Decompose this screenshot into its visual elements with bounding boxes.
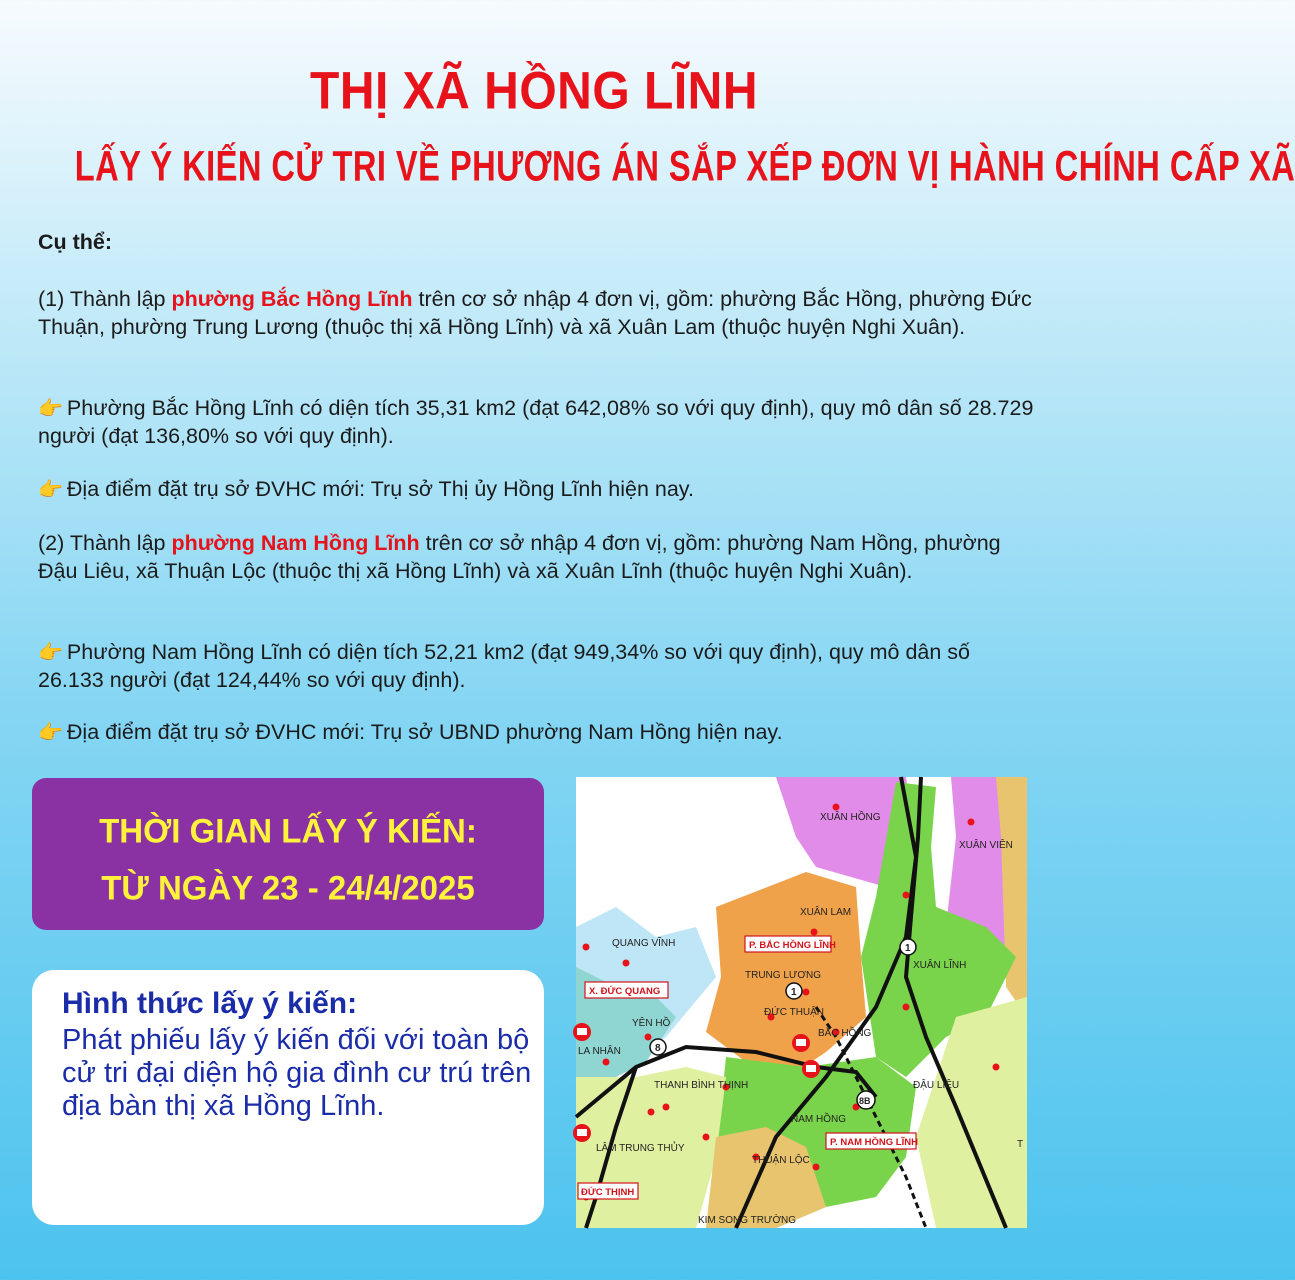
map-label-xuan-vien: XUÂN VIÊN: [959, 840, 1013, 851]
paragraph-2-prefix: (2) Thành lập: [38, 531, 172, 555]
map-label-duc-thinh: ĐỨC THỊNH: [581, 1187, 635, 1198]
map-svg: [576, 777, 1027, 1228]
page-title: THỊ XÃ HỒNG LĨNH: [310, 62, 758, 121]
hand-pointing-icon: 👉: [38, 640, 63, 664]
map-label-bac-hong: BẮC HỒNG: [818, 1028, 872, 1039]
paragraph-1-hq: [38, 475, 1038, 503]
road-marker-8b-label: 8B: [859, 1096, 871, 1106]
map-label-la-nhan: LA NHÂN: [578, 1046, 621, 1057]
map-label-xuan-linh: XUÂN LĨNH: [913, 960, 967, 971]
form-box-body: Phát phiếu lấy ý kiến đối với toàn bộ cử tri đại diện hộ gia đình cư trú trên địa bàn thị xã Hồng Lĩnh.: [62, 1024, 532, 1122]
map-label-thuan-loc: THUẬN LỘC: [752, 1155, 810, 1166]
map-label-trung-luong: TRUNG LƯƠNG: [745, 970, 822, 981]
paragraph-1-area: [38, 394, 1038, 450]
paragraph-2-hq-text: Địa điểm đặt trụ sở ĐVHC mới: Trụ sở UBND phường Nam Hồng hiện nay.: [66, 720, 783, 744]
form-box: [32, 970, 544, 1225]
map-label-yen-ho: YÊN HỒ: [632, 1018, 671, 1029]
map-label-box-duc-thinh: [578, 1183, 638, 1199]
map-label-quang-vinh: QUANG VĨNH: [612, 938, 676, 949]
lead-text: Cụ thể:: [38, 230, 113, 254]
form-box-heading: Hình thức lấy ý kiến:: [62, 987, 358, 1020]
paragraph-2-highlight: phường Nam Hồng Lĩnh: [171, 531, 420, 555]
map-label-dau-lieu: ĐẬU LIÊU: [913, 1080, 960, 1091]
paragraph-1-prefix: (1) Thành lập: [38, 287, 172, 311]
hand-pointing-icon: 👉: [38, 477, 63, 501]
paragraph-1-rest: trên cơ sở nhập 4 đơn vị, gồm: phường Bắc Hồng, phường Đức Thuận, phường Trung Lương (thuộc thị xã Hồng Lĩnh) và xã Xuân Lam (thuộc huyện Nghi Xuân).: [38, 287, 1032, 339]
map-label-xuan-lam: XUÂN LAM: [800, 907, 852, 918]
map-label-kim-song-truong: KIM SONG TRƯỜNG: [698, 1215, 797, 1226]
map-label-thanh-binh-thinh: THANH BÌNH THỊNH: [654, 1080, 749, 1091]
hand-pointing-icon: 👉: [38, 396, 63, 420]
time-box-line-1: THỜI GIAN LẤY Ý KIẾN:: [99, 811, 477, 850]
map-label-lam-trung-thuy: LÂM TRUNG THỦY: [596, 1143, 685, 1154]
map-label-nam-hong: NAM HỒNG: [791, 1114, 846, 1125]
time-box-line-2: TỪ NGÀY 23 - 24/4/2025: [101, 868, 475, 907]
paragraph-2-rest: trên cơ sở nhập 4 đơn vị, gồm: phường Nam Hồng, phường Đậu Liêu, xã Thuận Lộc (thuộc thị xã Hồng Lĩnh) và xã Xuân Lĩnh (thuộc huyện Nghi Xuân).: [38, 531, 1001, 583]
paragraph-1-hq-text: Địa điểm đặt trụ sở ĐVHC mới: Trụ sở Thị ủy Hồng Lĩnh hiện nay.: [66, 477, 694, 501]
paragraph-1-highlight: phường Bắc Hồng Lĩnh: [171, 287, 413, 311]
paragraph-2-area: [38, 638, 1038, 694]
map-label-p-nam-hong-linh: P. NAM HỒNG LĨNH: [830, 1137, 918, 1148]
paragraph-2-area-text: Phường Nam Hồng Lĩnh có diện tích 52,21 km2 (đạt 949,34% so với quy định), quy mô dân số 26.133 người (đạt 124,44% so với quy định).: [38, 640, 971, 692]
map-label-box-nam-hong-linh: [826, 1133, 918, 1149]
hand-pointing-icon: 👉: [38, 720, 63, 744]
road-marker-1-north-label: 1: [905, 943, 911, 954]
map-label-box-duc-quang: [585, 982, 668, 998]
map-label-x-duc-quang: X. ĐỨC QUANG: [589, 986, 661, 997]
map: [576, 777, 1027, 1228]
map-label-xuan-hong: XUÂN HỒNG: [820, 812, 881, 823]
paragraph-2-hq: [38, 718, 1038, 746]
time-box: [32, 778, 544, 930]
road-marker-1-center-label: 1: [791, 987, 797, 998]
page-subtitle: LẤY Ý KIẾN CỬ TRI VỀ PHƯƠNG ÁN SẮP XẾP ĐƠN VỊ HÀNH CHÍNH CẤP XÃ: [74, 143, 1295, 191]
map-label-edge-t: T: [1017, 1139, 1024, 1150]
paragraph-1: [38, 285, 1038, 341]
map-label-p-bac-hong-linh: P. BẮC HỒNG LĨNH: [749, 940, 836, 951]
road-marker-8-label: 8: [655, 1043, 661, 1054]
map-label-box-bac-hong-linh: [745, 936, 836, 952]
paragraph-1-area-text: Phường Bắc Hồng Lĩnh có diện tích 35,31 km2 (đạt 642,08% so với quy định), quy mô dân số 28.729 người (đạt 136,80% so với quy định).: [38, 396, 1034, 448]
map-label-duc-thuan: ĐỨC THUẬN: [764, 1007, 825, 1018]
paragraph-2: [38, 529, 1038, 585]
